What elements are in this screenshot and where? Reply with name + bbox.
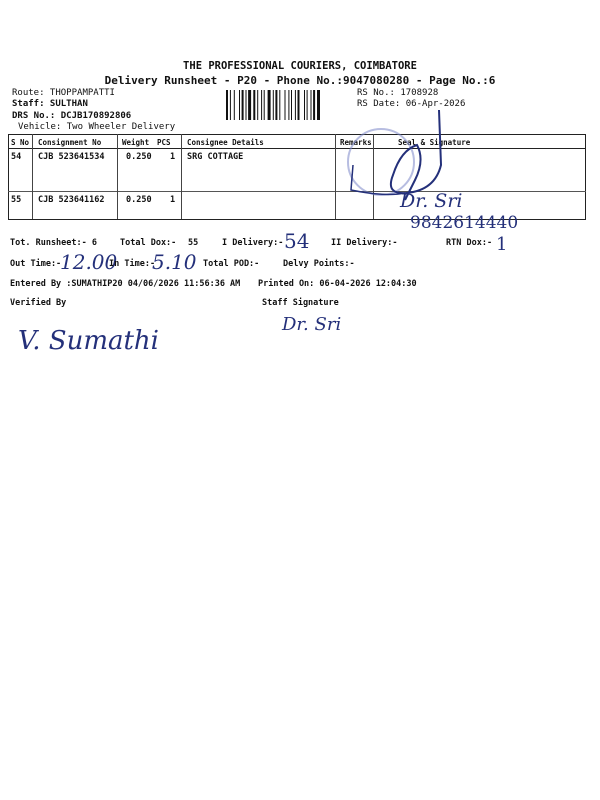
barcode-bar (288, 90, 289, 120)
column-divider (335, 134, 336, 219)
staff-signature-label: Staff Signature (262, 298, 339, 308)
table-row-divider (8, 191, 586, 192)
in-time-label: In Time:- (109, 259, 156, 269)
header-consignment: Consignment No (38, 138, 102, 147)
rs-date: RS Date: 06-Apr-2026 (357, 99, 466, 109)
row-55-consignment: CJB 523641162 (38, 195, 105, 205)
row-54-pcs: 1 (170, 152, 176, 162)
total-dox-value: 55 (188, 238, 199, 248)
barcode-bar (226, 90, 228, 120)
barcode-bar (268, 90, 271, 120)
row-54-consignment: CJB 523641534 (38, 152, 105, 162)
barcode-bar (239, 90, 240, 120)
header-consignee: Consignee Details (187, 138, 264, 147)
verified-signature: V. Sumathi (18, 326, 159, 356)
delvy-points-label: Delvy Points:- (283, 259, 355, 269)
header-remarks: Remarks (340, 138, 372, 147)
header-weight: Weight (122, 138, 150, 147)
barcode-bar (298, 90, 300, 120)
ii-delivery-label: II Delivery:- (331, 238, 398, 248)
printed-on: Printed On: 06-04-2026 12:04:30 (258, 279, 417, 289)
column-divider (117, 134, 118, 219)
i-delivery-label: I Delivery:- (222, 238, 284, 248)
barcode-bar (279, 90, 280, 120)
out-time-label: Out Time:- (10, 259, 62, 269)
tot-runsheet: Tot. Runsheet:- 6 (10, 238, 97, 248)
total-dox-label: Total Dox:- (120, 238, 177, 248)
i-delivery-value: 54 (284, 229, 310, 253)
barcode-bar (264, 90, 265, 120)
row-55-pcs: 1 (170, 195, 176, 205)
column-divider (32, 134, 33, 219)
company-title: THE PROFESSIONAL COURIERS, COIMBATORE (183, 60, 417, 72)
vehicle-text: Vehicle: Two Wheeler Delivery (18, 122, 176, 132)
header-sno: S No (11, 138, 30, 147)
staff-text: Staff: SULTHAN (12, 99, 88, 109)
barcode-bar (285, 90, 286, 120)
barcode-bar (311, 90, 312, 120)
barcode-bar (248, 90, 251, 120)
row-54-sno: 54 (11, 152, 22, 162)
rtn-dox-label: RTN Dox:- (446, 238, 493, 248)
total-pod-label: Total POD:- (203, 259, 260, 269)
row-55-sno: 55 (11, 195, 22, 205)
header-pcs: PCS (157, 138, 171, 147)
barcode-bar (273, 90, 274, 120)
barcode-bar (304, 90, 305, 120)
barcode-bar (317, 90, 320, 120)
route-text: Route: THOPPAMPATTI (12, 88, 115, 98)
barcode-bar (307, 90, 308, 120)
rtn-dox-value: 1 (496, 234, 508, 255)
barcode-bar (253, 90, 255, 120)
entered-by: Entered By :SUMATHIP20 04/06/2026 11:56:36 AM (10, 279, 241, 289)
runsheet-title: Delivery Runsheet - P20 - Phone No.:9047080280 - Page No.:6 (104, 74, 496, 87)
drs-number: DRS No.: DCJB170892806 (12, 111, 132, 121)
barcode-bar (313, 90, 315, 120)
column-divider (181, 134, 182, 219)
barcode-bar (246, 90, 247, 120)
verified-by-label: Verified By (10, 298, 67, 308)
rs-number: RS No.: 1708928 (357, 88, 439, 98)
barcode (226, 90, 356, 120)
receiver-phone: 9842614440 (410, 213, 519, 233)
barcode-bar (230, 90, 231, 120)
barcode-bar (242, 90, 244, 120)
barcode-bar (291, 90, 292, 120)
staff-signature: Dr. Sri (282, 314, 342, 335)
header-seal-signature: Seal & Signature (398, 138, 471, 147)
barcode-bar (275, 90, 277, 120)
barcode-bar (257, 90, 258, 120)
table-header-divider (8, 148, 586, 149)
in-time-value: 5.10 (152, 250, 197, 274)
barcode-bar (234, 90, 235, 120)
row-55-weight: 0.250 (126, 195, 152, 205)
barcode-bar (295, 90, 296, 120)
barcode-bar (261, 90, 262, 120)
row-54-weight: 0.250 (126, 152, 152, 162)
row-54-consignee: SRG COTTAGE (187, 152, 244, 162)
out-time-value: 12.00 (60, 250, 118, 274)
receiver-signature: Dr. Sri (400, 190, 463, 212)
